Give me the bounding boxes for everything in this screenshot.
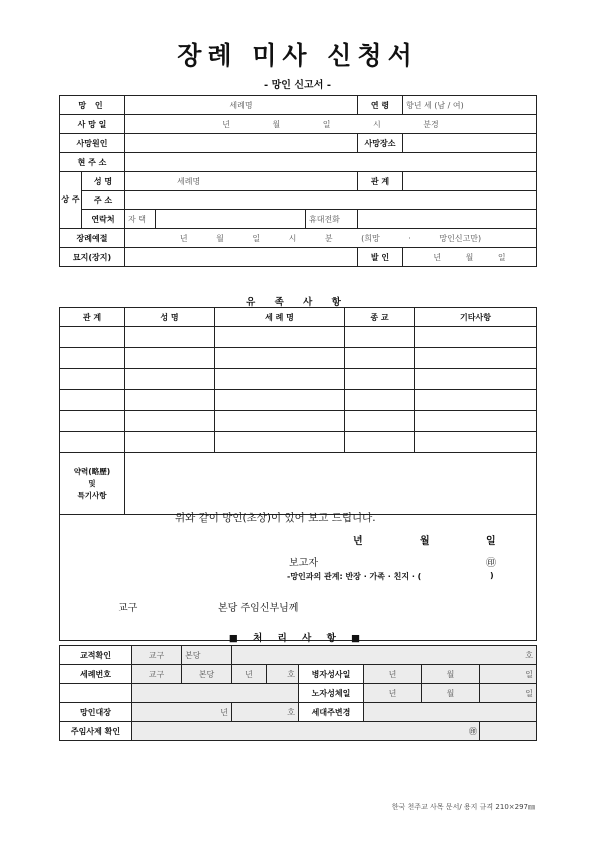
- statement-year: 년: [353, 536, 363, 547]
- baptism-no-label: 세례번호: [60, 665, 132, 684]
- burial-label: 묘지(장지): [60, 248, 125, 267]
- family-header-religion: 종 교: [345, 308, 415, 327]
- pastor-check-tail: [480, 722, 537, 741]
- age-field[interactable]: 향년 세 (남 / 여): [403, 96, 537, 115]
- relation-note: -망인과의 관계: 반장 · 가족 · 친지 · (: [287, 572, 422, 581]
- statement-addressee: 본당 주임신부님께: [218, 603, 299, 614]
- deceased-label: 망 인: [60, 96, 125, 115]
- deceased-baptism-name-field[interactable]: 세례명: [125, 96, 358, 115]
- home-phone-label: 자 택: [125, 210, 156, 229]
- table-row[interactable]: [60, 327, 537, 348]
- baptism-check-parish: 본당: [182, 646, 232, 665]
- sick-anointing-label: 병자성사일: [299, 665, 364, 684]
- pastor-check-label: 주임사제 확인: [60, 722, 132, 741]
- table-row[interactable]: [60, 369, 537, 390]
- reporter-seal-icon: ㊞: [486, 558, 496, 569]
- household-change-field[interactable]: [364, 703, 537, 722]
- statement-month: 월: [420, 536, 430, 547]
- sick-anointing-day: 일: [480, 665, 537, 684]
- chief-mourner-label: 상 주: [60, 172, 82, 229]
- family-header-notes: 기타사항: [415, 308, 537, 327]
- death-date-label: 사 망 일: [60, 115, 125, 134]
- deceased-info-table: [59, 95, 537, 267]
- baptism-no-diocese: 교구: [132, 665, 182, 684]
- baptism-check-label: 교적확인: [60, 646, 132, 665]
- footer-note: 한국 천주교 사목 문서/ 용지 규격 210×297㎜: [391, 803, 535, 811]
- processing-section-title: ■ 처 리 사 항 ■: [228, 633, 367, 644]
- history-label-line1: 약력(略歷): [73, 466, 111, 476]
- history-label-line3: 특기사항: [77, 490, 107, 500]
- elderly-communion-year: 년: [364, 684, 422, 703]
- sick-anointing-year: 년: [364, 665, 422, 684]
- funeral-date-field[interactable]: 년 월 일 시 분 (희망 · 망인신고만): [125, 229, 537, 248]
- mobile-phone-label: 휴대전화: [306, 210, 358, 229]
- baptism-check-diocese: 교구: [132, 646, 182, 665]
- baptism-no-parish: 본당: [182, 665, 232, 684]
- age-label: 연 령: [358, 96, 403, 115]
- elderly-communion-month: 월: [422, 684, 480, 703]
- family-header-baptism: 세 례 명: [215, 308, 345, 327]
- elderly-communion-label: 노자성체일: [299, 684, 364, 703]
- death-cause-field[interactable]: [125, 134, 358, 153]
- family-header-name: 성 명: [125, 308, 215, 327]
- statement-line: 위와 같이 망인(초상)이 있어 보고 드립니다.: [175, 512, 376, 524]
- table-row[interactable]: [60, 432, 537, 453]
- chief-relation-label: 관 계: [358, 172, 403, 191]
- chief-address-field[interactable]: [125, 191, 537, 210]
- registry-ho: 호: [232, 703, 299, 722]
- history-field[interactable]: [125, 453, 537, 515]
- statement-diocese: 교구: [118, 603, 138, 614]
- pastor-seal-icon: ㊞: [132, 722, 480, 741]
- household-change-label: 세대주변경: [299, 703, 364, 722]
- history-label: [60, 453, 125, 515]
- death-date-field[interactable]: 년 월 일 시 분경: [125, 115, 537, 134]
- home-phone-field[interactable]: [156, 210, 306, 229]
- baptism-check-ho: 호: [232, 646, 537, 665]
- death-place-field[interactable]: [403, 134, 537, 153]
- elderly-communion-day: 일: [480, 684, 537, 703]
- history-label-line2: 및: [88, 478, 96, 488]
- page-subtitle: - 망인 신고서 -: [263, 80, 332, 91]
- baptism-no-ho: 호: [267, 665, 299, 684]
- death-place-label: 사망장소: [358, 134, 403, 153]
- table-row[interactable]: [60, 390, 537, 411]
- reporter-label: 보고자: [289, 558, 318, 569]
- chief-name-label: 성 명: [82, 172, 125, 191]
- chief-relation-field[interactable]: [403, 172, 537, 191]
- relation-note-close: ): [490, 571, 494, 580]
- table-row[interactable]: [60, 411, 537, 432]
- sick-anointing-month: 월: [422, 665, 480, 684]
- statement-day: 일: [486, 536, 496, 547]
- funeral-date-label: 장례예절: [60, 229, 125, 248]
- chief-address-label: 주 소: [82, 191, 125, 210]
- processing-table: [59, 645, 537, 741]
- baptism-no-year: 년: [232, 665, 267, 684]
- death-cause-label: 사망원인: [60, 134, 125, 153]
- table-row[interactable]: [60, 348, 537, 369]
- issue-label: 발 인: [358, 248, 403, 267]
- address-field[interactable]: [125, 153, 537, 172]
- chief-baptism-name-field[interactable]: 세례명: [125, 172, 358, 191]
- family-header-relation: 관 계: [60, 308, 125, 327]
- mobile-phone-field[interactable]: [358, 210, 537, 229]
- registry-year: 년: [132, 703, 232, 722]
- family-section-title: 유 족 사 항: [246, 297, 349, 308]
- address-label: 현 주 소: [60, 153, 125, 172]
- issue-date-field[interactable]: 년 월 일: [403, 248, 537, 267]
- blank-field[interactable]: [132, 684, 299, 703]
- family-table: [59, 307, 537, 641]
- blank-label: [60, 684, 132, 703]
- burial-field[interactable]: [125, 248, 358, 267]
- registry-label: 망인대장: [60, 703, 132, 722]
- page-title: 장례 미사 신청서: [177, 41, 418, 70]
- contact-label: 연락처: [82, 210, 125, 229]
